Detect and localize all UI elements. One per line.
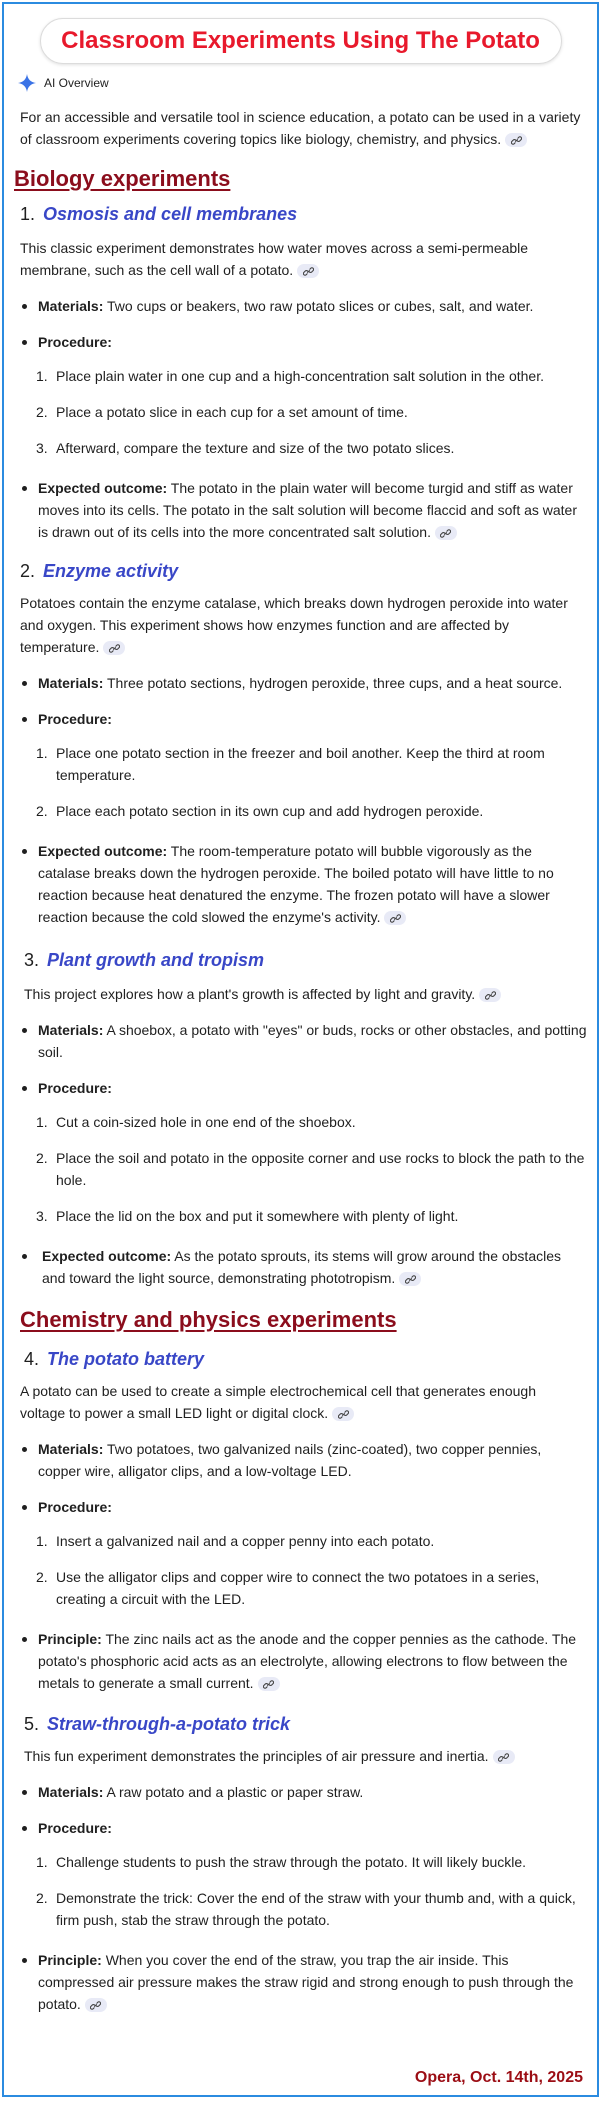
step: 1. Place one potato section in the freezer and boil another. Keep the third at room temperature. — [36, 745, 545, 783]
experiment-description: This classic experiment demonstrates how water moves across a semi-permeable membrane, such as the cell wall of a potato. — [20, 240, 529, 278]
experiment-description: This project explores how a plant's growth is affected by light and gravity. — [24, 983, 581, 1005]
outcome-item: Expected outcome: As the potato sprouts, its stems will grow around the obstacles and toward the light source, demonstrating phototropism. — [16, 1245, 587, 1289]
procedure-item: Procedure: 1. Place one potato section in the freezer and boil another. Keep the third at room temperature. 2. Place each potato section in its own cup and add hydrogen peroxide. — [16, 708, 587, 822]
step: 3. Afterward, compare the texture and size of the two potato slices. — [36, 440, 455, 456]
experiment-description: This fun experiment demonstrates the principles of air pressure and inertia. — [24, 1745, 581, 1767]
ai-overview-header — [18, 74, 597, 92]
source-link[interactable] — [297, 264, 319, 278]
experiment-title: 4. The potato battery — [24, 1349, 205, 1369]
experiment-2 — [4, 561, 597, 658]
procedure-item: Procedure: 1. Challenge students to push the straw through the potato. It will likely buckle. 2. Demonstrate the trick: Cover the end of the straw with your thumb and, with a quick, firm push, stab the straw through the potato. — [16, 1817, 587, 1931]
chemistry-heading: Chemistry and physics experiments — [20, 1307, 397, 1332]
step: 2. Place the soil and potato in the opposite corner and use rocks to block the path to the hole. — [36, 1150, 585, 1188]
source-link[interactable] — [103, 641, 125, 655]
step: 1. Cut a coin-sized hole in one end of the shoebox. — [36, 1114, 356, 1130]
page-frame — [2, 2, 599, 2097]
experiment-title: 5. Straw-through-a-potato trick — [24, 1714, 291, 1734]
source-link[interactable] — [399, 1272, 421, 1286]
experiment-1 — [4, 204, 597, 281]
step: 1. Insert a galvanized nail and a copper penny into each potato. — [36, 1533, 435, 1549]
link-icon — [498, 1752, 509, 1763]
link-icon — [405, 1274, 416, 1285]
experiment-title: 2. Enzyme activity — [20, 561, 179, 581]
ai-overview-label: AI Overview — [44, 76, 109, 90]
experiment-description: A potato can be used to create a simple electrochemical cell that generates enough voltage to power a small LED light or digital clock. — [20, 1383, 536, 1421]
link-icon — [440, 528, 451, 539]
outcome-item: Expected outcome: The potato in the plain water will become turgid and stiff as water moves into its cells. The potato in the salt solution will become flaccid and soft as water is drawn out of its cells into the more concentrated salt solution. — [16, 477, 587, 543]
experiment-5 — [4, 1714, 597, 1767]
principle-item: Principle: When you cover the end of the straw, you trap the air inside. This compressed air pressure makes the straw rigid and strong enough to push through the potato. — [16, 1949, 587, 2015]
procedure-item: Procedure: 1. Place plain water in one cup and a high-concentration salt solution in the other. 2. Place a potato slice in each cup for a set amount of time. 3. Afterward, compare the texture and size of the two potato slices. — [16, 331, 587, 459]
link-icon — [338, 1409, 349, 1420]
materials-item: Materials: Three potato sections, hydrogen peroxide, three cups, and a heat source. — [16, 672, 587, 694]
source-link[interactable] — [384, 911, 406, 925]
link-icon — [390, 913, 401, 924]
experiment-title: 3. Plant growth and tropism — [24, 950, 265, 970]
step: 3. Place the lid on the box and put it somewhere with plenty of light. — [36, 1208, 459, 1224]
source-link[interactable] — [493, 1750, 515, 1764]
source-link[interactable] — [85, 1998, 107, 2012]
step: 1. Place plain water in one cup and a high-concentration salt solution in the other. — [36, 368, 544, 384]
principle-item: Principle: The zinc nails act as the anode and the copper pennies as the cathode. The potato's phosphoric acid acts as an electrolyte, allowing electrons to flow between the metals to generate a small current. — [16, 1628, 587, 1694]
link-icon — [109, 643, 120, 654]
source-link[interactable] — [258, 1677, 280, 1691]
intro-text: For an accessible and versatile tool in science education, a potato can be used in a variety of classroom experiments covering topics like biology, chemistry, and physics. — [20, 109, 581, 147]
procedure-item: Procedure: 1. Insert a galvanized nail and a copper penny into each potato. 2. Use the alligator clips and copper wire to connect the two potatoes in a series, creating a circuit with the LED. — [16, 1496, 587, 1610]
link-icon — [485, 990, 496, 1001]
experiment-title: 1. Osmosis and cell membranes — [20, 204, 298, 224]
sparkle-icon — [18, 74, 36, 92]
experiment-3 — [4, 950, 597, 1005]
step: 2. Place each potato section in its own cup and add hydrogen peroxide. — [36, 803, 484, 819]
link-icon — [90, 2000, 101, 2011]
outcome-item: Expected outcome: The room-temperature potato will bubble vigorously as the catalase breaks down the hydrogen peroxide. The boiled potato will have little to no reaction because heat denatured the enzyme. The frozen potato will have a slower reaction because the cold slowed the enzyme's activity. — [16, 840, 587, 928]
experiment-4 — [4, 1349, 597, 1370]
experiment-description: Potatoes contain the enzyme catalase, which breaks down hydrogen peroxide into water and oxygen. This experiment shows how enzymes function and are affected by temperature. — [20, 595, 568, 655]
materials-item: Materials: A raw potato and a plastic or paper straw. — [16, 1781, 587, 1803]
step: 2. Demonstrate the trick: Cover the end of the straw with your thumb and, with a quick, firm push, stab the straw through the potato. — [36, 1890, 576, 1928]
materials-item: Materials: Two cups or beakers, two raw potato slices or cubes, salt, and water. — [16, 295, 587, 317]
step: 1. Challenge students to push the straw through the potato. It will likely buckle. — [36, 1854, 527, 1870]
source-link[interactable] — [505, 133, 527, 147]
biology-heading: Biology experiments — [14, 166, 231, 191]
step: 2. Use the alligator clips and copper wire to connect the two potatoes in a series, creating a circuit with the LED. — [36, 1569, 540, 1607]
link-icon — [263, 1679, 274, 1690]
source-link[interactable] — [332, 1407, 354, 1421]
step: 2. Place a potato slice in each cup for a set amount of time. — [36, 404, 408, 420]
materials-item: Materials: Two potatoes, two galvanized nails (zinc-coated), two copper pennies, copper wire, alligator clips, and a low-voltage LED. — [16, 1438, 587, 1482]
materials-item: Materials: A shoebox, a potato with "eyes" or buds, rocks or other obstacles, and potting soil. — [16, 1019, 587, 1063]
page-title: Classroom Experiments Using The Potato — [40, 18, 562, 64]
link-icon — [303, 266, 314, 277]
procedure-item: Procedure: 1. Cut a coin-sized hole in one end of the shoebox. 2. Place the soil and potato in the opposite corner and use rocks to block the path to the hole. 3. Place the lid on the box and put it somewhere with plenty of light. — [16, 1077, 587, 1227]
link-icon — [511, 135, 522, 146]
source-link[interactable] — [479, 988, 501, 1002]
date-stamp: Opera, Oct. 14th, 2025 — [414, 2069, 583, 2086]
source-link[interactable] — [435, 526, 457, 540]
